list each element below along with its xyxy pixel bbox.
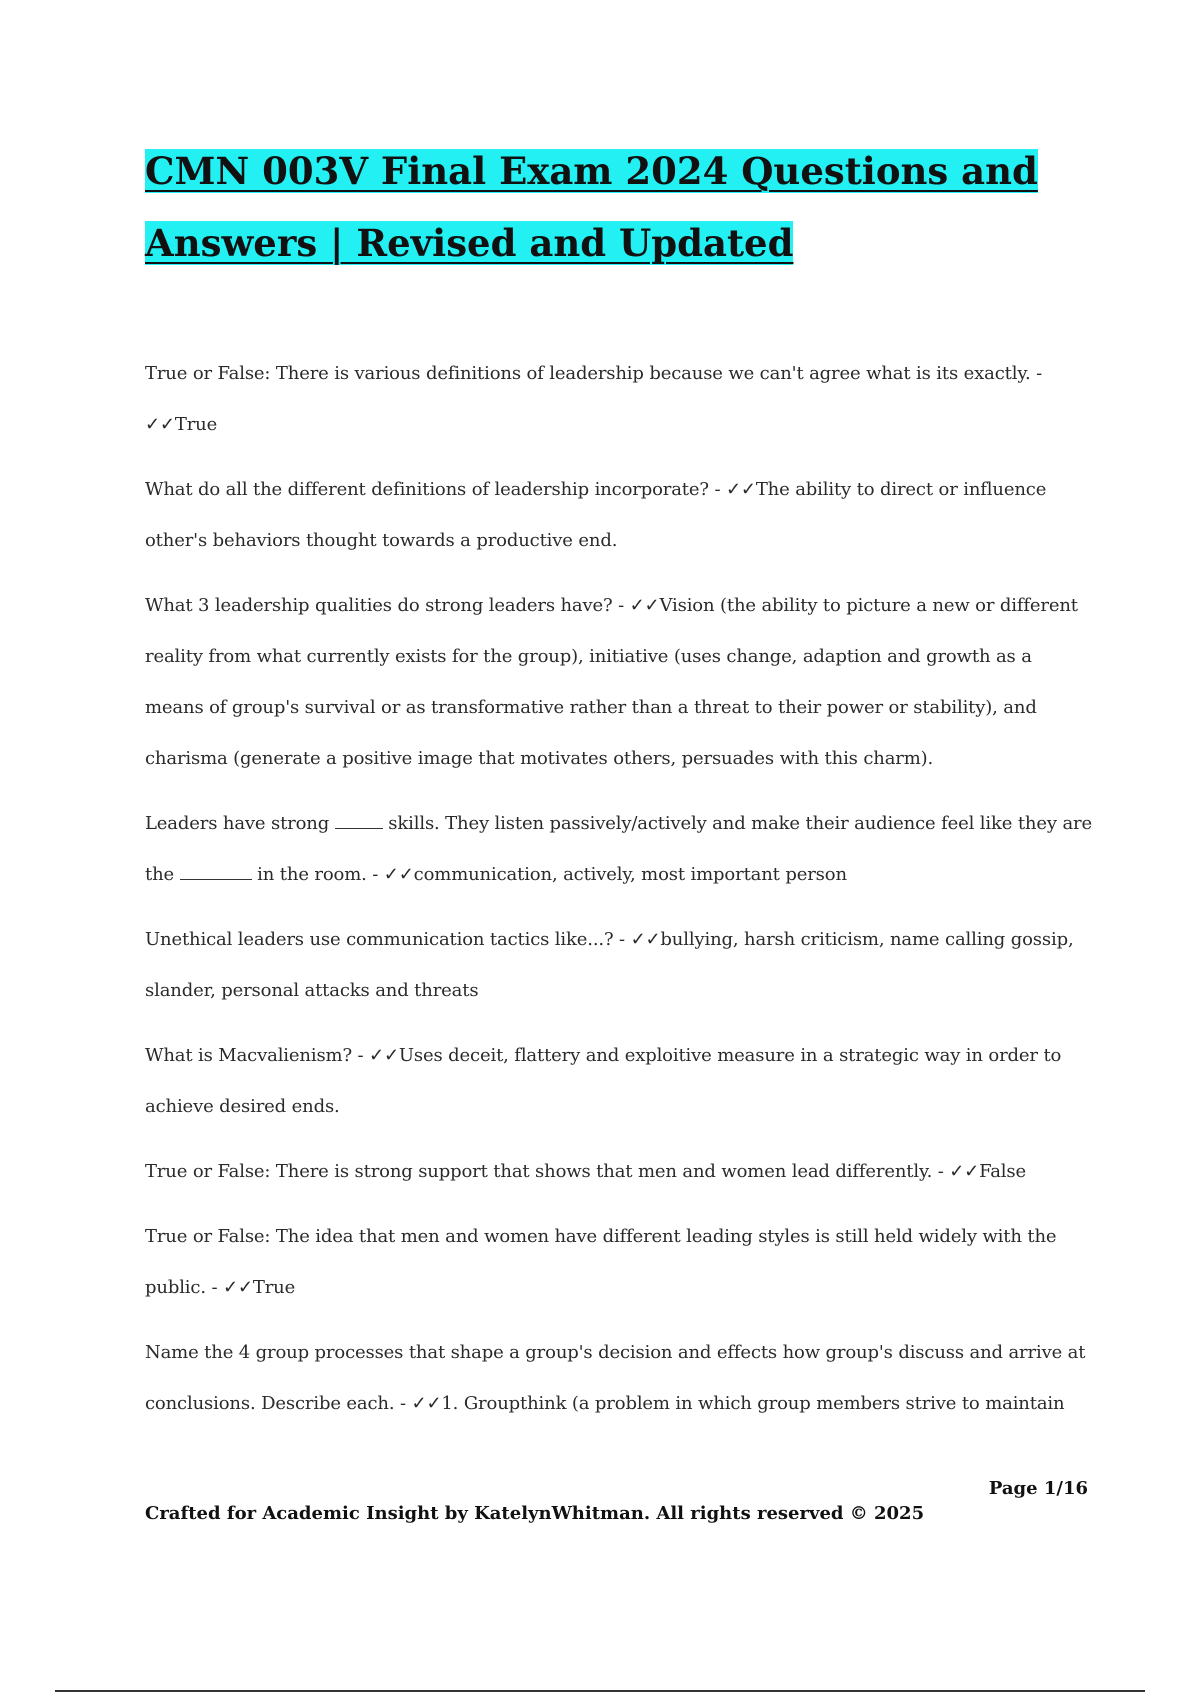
document-title — [145, 135, 1095, 279]
qa-item — [145, 580, 1095, 784]
qa-text-part: Leaders have strong — [145, 813, 335, 834]
qa-list — [145, 348, 1095, 1443]
page-number: Page 1/16 — [988, 1478, 1088, 1499]
qa-item-fill-blank — [145, 798, 1095, 900]
qa-text: True or False: The idea that men and women have different leading styles is still held widely with the public. - ✓✓True — [145, 1226, 1057, 1298]
qa-item — [145, 1030, 1095, 1132]
fill-in-blank-line — [335, 814, 383, 829]
qa-text: True or False: There is various definitions of leadership because we can't agree what is its exactly. - ✓✓True — [145, 363, 1043, 435]
qa-item — [145, 1146, 1095, 1197]
title-highlight: CMN 003V Final Exam 2024 Questions and Answers | Revised and Updated — [145, 149, 1038, 265]
qa-text: What is Macvalienism? - ✓✓Uses deceit, flattery and exploitive measure in a strategic way in order to achieve desired ends. — [145, 1045, 1062, 1117]
qa-text: What 3 leadership qualities do strong leaders have? - ✓✓Vision (the ability to picture a new or different reality from what currently exists for the group), initiative (uses change, adaption and growth as a means of group's survival or as transformative rather than a threat to their power or stability), and charisma (generate a positive image that motivates others, persuades with this charm). — [145, 595, 1078, 769]
qa-item — [145, 348, 1095, 450]
footer-copyright: Crafted for Academic Insight by KatelynWhitman. All rights reserved © 2025 — [145, 1503, 925, 1524]
qa-text: Unethical leaders use communication tactics like...? - ✓✓bullying, harsh criticism, name calling gossip, slander, personal attacks and threats — [145, 929, 1074, 1001]
bottom-divider — [55, 1690, 1145, 1692]
qa-text: What do all the different definitions of leadership incorporate? - ✓✓The ability to direct or influence other's behaviors thought towards a productive end. — [145, 479, 1047, 551]
qa-text-part: skills. They listen passively/actively and make their audience feel like they are the — [145, 813, 1092, 885]
fill-in-blank-line — [180, 865, 252, 880]
qa-item — [145, 914, 1095, 1016]
qa-item — [145, 1211, 1095, 1313]
qa-text: Name the 4 group processes that shape a group's decision and effects how group's discuss and arrive at conclusions. Describe each. - ✓✓1. Groupthink (a problem in which group members strive to maintain — [145, 1342, 1086, 1414]
qa-item — [145, 464, 1095, 566]
qa-item — [145, 1327, 1095, 1429]
qa-text-part: in the room. - ✓✓communication, actively, most important person — [251, 864, 847, 885]
qa-text: True or False: There is strong support that shows that men and women lead differently. - ✓✓False — [145, 1161, 1026, 1182]
